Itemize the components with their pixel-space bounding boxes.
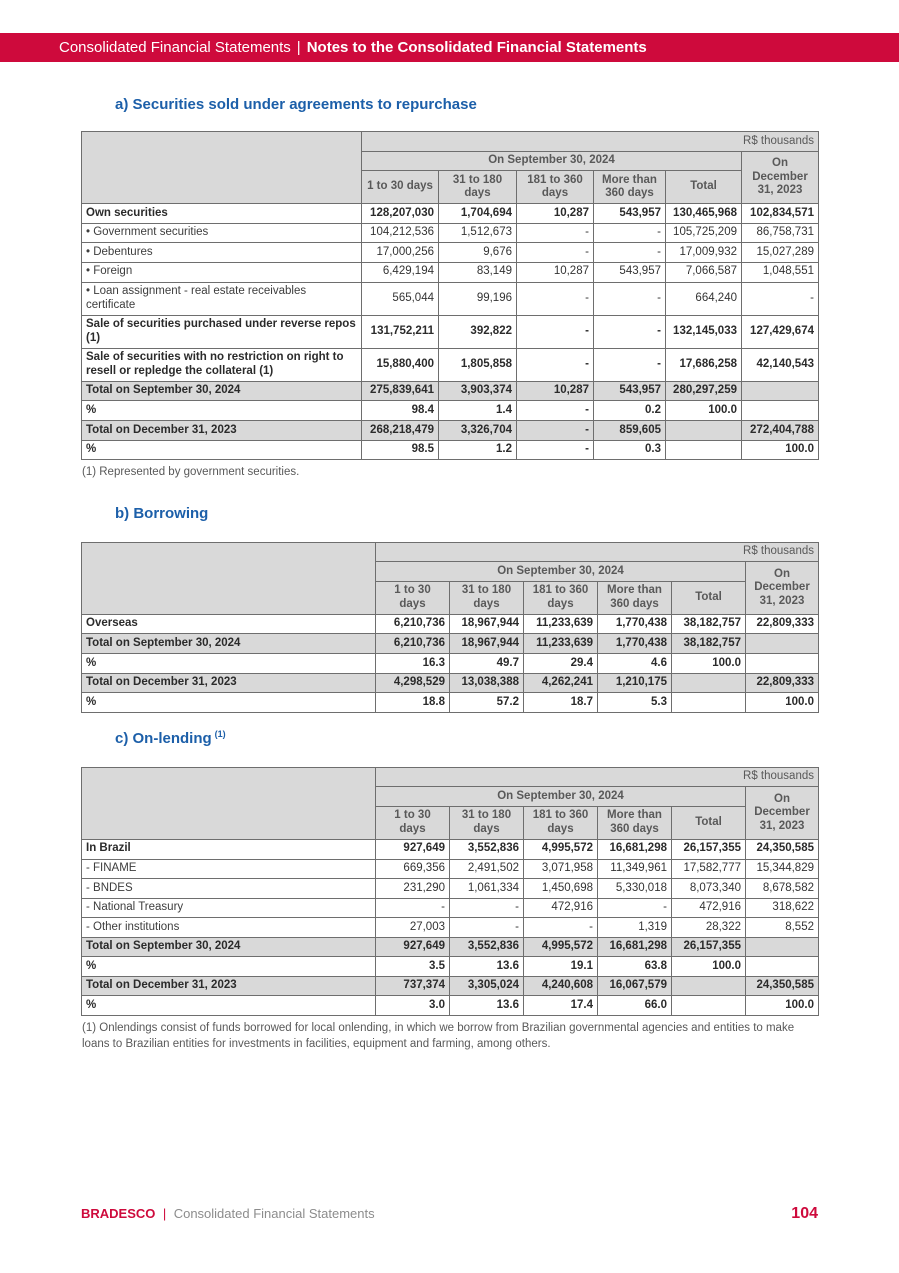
comparative-period-header: On December 31, 2023 — [746, 787, 819, 840]
table-corner-cell — [82, 767, 376, 839]
cell-value: 3,552,836 — [450, 839, 524, 859]
unit-row — [82, 542, 819, 562]
cell-value — [742, 381, 819, 401]
cell-value: 18,967,944 — [450, 634, 524, 654]
cell-value: 10,287 — [517, 204, 594, 224]
row-label: - BNDES — [82, 879, 376, 899]
table-row — [82, 957, 819, 977]
table-row — [82, 315, 819, 348]
cell-value: 29.4 — [524, 654, 598, 674]
row-label: Total on September 30, 2024 — [82, 381, 362, 401]
row-label: Own securities — [82, 204, 362, 224]
cell-value: 4,298,529 — [376, 673, 450, 693]
cell-value: 1,450,698 — [524, 879, 598, 899]
cell-value: - — [594, 243, 666, 263]
cell-value: 49.7 — [450, 654, 524, 674]
column-header: Total — [672, 581, 746, 614]
cell-value: 8,678,582 — [746, 879, 819, 899]
cell-value: 3,326,704 — [439, 421, 517, 441]
cell-value: 272,404,788 — [742, 421, 819, 441]
cell-value: 63.8 — [598, 957, 672, 977]
table-footnote-c: (1) Onlendings consist of funds borrowed for local onlending, in which we borrow from Brazilian governmental agencies and entities to make loans to Brazilian entities for investments in facilities, equipment and farming, among others. — [82, 1022, 795, 1050]
comparative-period-header: On December 31, 2023 — [746, 562, 819, 615]
cell-value: 16,681,298 — [598, 839, 672, 859]
cell-value: 38,182,757 — [672, 614, 746, 634]
row-label: Overseas — [82, 614, 376, 634]
cell-value — [746, 937, 819, 957]
cell-value: 100.0 — [746, 996, 819, 1016]
cell-value: 18.7 — [524, 693, 598, 713]
cell-value: 13.6 — [450, 996, 524, 1016]
table-row — [82, 348, 819, 381]
cell-value: 105,725,209 — [666, 223, 742, 243]
cell-value: 1,319 — [598, 918, 672, 938]
banner-separator: | — [296, 39, 301, 56]
table-row — [82, 996, 819, 1016]
table-row — [82, 381, 819, 401]
cell-value: 15,344,829 — [746, 859, 819, 879]
cell-value: 26,157,355 — [672, 937, 746, 957]
comparative-period-header: On December 31, 2023 — [742, 151, 819, 204]
cell-value — [666, 421, 742, 441]
cell-value: 83,149 — [439, 262, 517, 282]
cell-value: - — [517, 243, 594, 263]
cell-value: 17.4 — [524, 996, 598, 1016]
cell-value: 3,305,024 — [450, 976, 524, 996]
row-label: % — [82, 401, 362, 421]
cell-value: 17,686,258 — [666, 348, 742, 381]
cell-value: 38,182,757 — [672, 634, 746, 654]
cell-value: 16.3 — [376, 654, 450, 674]
cell-value: 6,210,736 — [376, 634, 450, 654]
table-row — [82, 204, 819, 224]
cell-value: 24,350,585 — [746, 976, 819, 996]
cell-value: 543,957 — [594, 262, 666, 282]
cell-value: 100.0 — [742, 440, 819, 460]
cell-value: 1.4 — [439, 401, 517, 421]
cell-value: 86,758,731 — [742, 223, 819, 243]
cell-value: 24,350,585 — [746, 839, 819, 859]
row-label: % — [82, 957, 376, 977]
cell-value: 102,834,571 — [742, 204, 819, 224]
cell-value — [672, 976, 746, 996]
cell-value: 3,071,958 — [524, 859, 598, 879]
cell-value: 57.2 — [450, 693, 524, 713]
cell-value: 927,649 — [376, 839, 450, 859]
cell-value: - — [517, 223, 594, 243]
cell-value: 10,287 — [517, 381, 594, 401]
cell-value: 543,957 — [594, 381, 666, 401]
table-row — [82, 440, 819, 460]
cell-value: 268,218,479 — [362, 421, 439, 441]
row-label: • Government securities — [82, 223, 362, 243]
cell-value: 2,491,502 — [450, 859, 524, 879]
cell-value: 13.6 — [450, 957, 524, 977]
section-a — [81, 96, 818, 481]
row-label: Total on December 31, 2023 — [82, 976, 376, 996]
section-heading-c — [115, 729, 818, 747]
cell-value: 10,287 — [517, 262, 594, 282]
cell-value: 669,356 — [376, 859, 450, 879]
cell-value: 22,809,333 — [746, 614, 819, 634]
cell-value — [742, 401, 819, 421]
row-label: Total on September 30, 2024 — [82, 937, 376, 957]
cell-value: 4,995,572 — [524, 937, 598, 957]
row-label: % — [82, 654, 376, 674]
cell-value: 17,009,932 — [666, 243, 742, 263]
cell-value: 1,512,673 — [439, 223, 517, 243]
row-label: Total on December 31, 2023 — [82, 673, 376, 693]
cell-value: 1,210,175 — [598, 673, 672, 693]
cell-value — [746, 654, 819, 674]
cell-value: 927,649 — [376, 937, 450, 957]
period-header: On September 30, 2024 — [376, 562, 746, 582]
unit-row — [82, 767, 819, 787]
cell-value: 127,429,674 — [742, 315, 819, 348]
cell-value: 5.3 — [598, 693, 672, 713]
cell-value: 130,465,968 — [666, 204, 742, 224]
cell-value: - — [594, 348, 666, 381]
cell-value: 472,916 — [672, 898, 746, 918]
cell-value: - — [517, 315, 594, 348]
cell-value: 9,676 — [439, 243, 517, 263]
column-header: 31 to 180 days — [450, 806, 524, 839]
column-header: 181 to 360 days — [524, 806, 598, 839]
cell-value: 543,957 — [594, 204, 666, 224]
column-header: 31 to 180 days — [450, 581, 524, 614]
table-row — [82, 693, 819, 713]
table-row — [82, 243, 819, 263]
cell-value: 128,207,030 — [362, 204, 439, 224]
cell-value — [672, 996, 746, 1016]
cell-value: 1,805,858 — [439, 348, 517, 381]
cell-value: - — [742, 282, 819, 315]
table-row — [82, 654, 819, 674]
header-banner — [0, 33, 899, 62]
banner-document-title: Consolidated Financial Statements — [59, 39, 291, 56]
cell-value: 16,067,579 — [598, 976, 672, 996]
cell-value: 42,140,543 — [742, 348, 819, 381]
row-label: Total on December 31, 2023 — [82, 421, 362, 441]
table-row — [82, 634, 819, 654]
table-row — [82, 614, 819, 634]
cell-value: 4,995,572 — [524, 839, 598, 859]
table-row — [82, 262, 819, 282]
cell-value: 664,240 — [666, 282, 742, 315]
cell-value: 8,552 — [746, 918, 819, 938]
column-header: 181 to 360 days — [517, 171, 594, 204]
cell-value: 1,770,438 — [598, 634, 672, 654]
column-header: 1 to 30 days — [376, 581, 450, 614]
column-header: More than 360 days — [598, 806, 672, 839]
cell-value: 98.4 — [362, 401, 439, 421]
cell-value: 8,073,340 — [672, 879, 746, 899]
section-b — [81, 505, 818, 713]
financial-table-b — [81, 542, 819, 713]
period-header: On September 30, 2024 — [376, 787, 746, 807]
cell-value — [672, 693, 746, 713]
table-row — [82, 898, 819, 918]
cell-value: 26,157,355 — [672, 839, 746, 859]
cell-value: 275,839,641 — [362, 381, 439, 401]
table-row — [82, 918, 819, 938]
cell-value: 5,330,018 — [598, 879, 672, 899]
footer-separator: | — [162, 1206, 167, 1221]
table-row — [82, 976, 819, 996]
row-label: Sale of securities purchased under reverse repos (1) — [82, 315, 362, 348]
cell-value: 13,038,388 — [450, 673, 524, 693]
page-number: 104 — [791, 1205, 818, 1222]
cell-value: 104,212,536 — [362, 223, 439, 243]
table-corner-cell — [82, 542, 376, 614]
cell-value: 100.0 — [672, 654, 746, 674]
cell-value: 1,770,438 — [598, 614, 672, 634]
page-footer — [81, 1205, 818, 1223]
content-area — [81, 86, 818, 1052]
section-heading-text: b) Borrowing — [115, 504, 209, 522]
footer-brand: BRADESCO — [81, 1206, 156, 1221]
cell-value: 19.1 — [524, 957, 598, 977]
section-heading-b — [115, 505, 818, 522]
section-heading-a — [115, 96, 818, 113]
section-heading-text: a) Securities sold under agreements to repurchase — [115, 96, 477, 113]
table-row — [82, 859, 819, 879]
cell-value: - — [517, 348, 594, 381]
cell-value: 3.0 — [376, 996, 450, 1016]
unit-label: R$ thousands — [376, 767, 819, 787]
cell-value: 66.0 — [598, 996, 672, 1016]
cell-value: 737,374 — [376, 976, 450, 996]
footer-document-title: Consolidated Financial Statements — [173, 1206, 375, 1221]
cell-value: 22,809,333 — [746, 673, 819, 693]
table-row — [82, 937, 819, 957]
cell-value: 18.8 — [376, 693, 450, 713]
row-label: Sale of securities with no restriction on right to resell or repledge the collateral (1) — [82, 348, 362, 381]
cell-value: 4,262,241 — [524, 673, 598, 693]
column-header: 1 to 30 days — [362, 171, 439, 204]
cell-value: - — [594, 315, 666, 348]
cell-value: 7,066,587 — [666, 262, 742, 282]
column-header: More than 360 days — [598, 581, 672, 614]
section-heading-superscript: (1) — [214, 728, 226, 739]
cell-value: - — [376, 898, 450, 918]
row-label: % — [82, 440, 362, 460]
cell-value: - — [450, 918, 524, 938]
cell-value: 1.2 — [439, 440, 517, 460]
cell-value: 0.2 — [594, 401, 666, 421]
table-row — [82, 282, 819, 315]
cell-value: 18,967,944 — [450, 614, 524, 634]
cell-value: - — [598, 898, 672, 918]
column-header: More than 360 days — [594, 171, 666, 204]
table-row — [82, 673, 819, 693]
cell-value: 1,048,551 — [742, 262, 819, 282]
financial-table-c — [81, 767, 819, 1016]
cell-value: 99,196 — [439, 282, 517, 315]
cell-value: 16,681,298 — [598, 937, 672, 957]
cell-value: 100.0 — [666, 401, 742, 421]
cell-value: 4,240,608 — [524, 976, 598, 996]
row-label: • Loan assignment - real estate receivables certificate — [82, 282, 362, 315]
table-row — [82, 223, 819, 243]
cell-value — [746, 957, 819, 977]
cell-value: 17,000,256 — [362, 243, 439, 263]
table-corner-cell — [82, 132, 362, 204]
row-label: • Foreign — [82, 262, 362, 282]
footer-left — [81, 1205, 375, 1223]
cell-value: 15,027,289 — [742, 243, 819, 263]
row-label: - FINAME — [82, 859, 376, 879]
cell-value — [666, 440, 742, 460]
cell-value: - — [594, 282, 666, 315]
cell-value: 131,752,211 — [362, 315, 439, 348]
row-label: Total on September 30, 2024 — [82, 634, 376, 654]
cell-value: 3,903,374 — [439, 381, 517, 401]
cell-value: 0.3 — [594, 440, 666, 460]
row-label: - National Treasury — [82, 898, 376, 918]
cell-value: 11,349,961 — [598, 859, 672, 879]
column-header: Total — [672, 806, 746, 839]
cell-value — [672, 673, 746, 693]
section-c — [81, 729, 818, 1052]
cell-value: 3.5 — [376, 957, 450, 977]
section-heading-text: c) On-lending — [115, 729, 212, 747]
row-label: • Debentures — [82, 243, 362, 263]
cell-value: 472,916 — [524, 898, 598, 918]
banner-section-title: Notes to the Consolidated Financial Statements — [306, 39, 647, 56]
unit-label: R$ thousands — [362, 132, 819, 152]
cell-value: - — [517, 440, 594, 460]
cell-value: - — [594, 223, 666, 243]
cell-value: 565,044 — [362, 282, 439, 315]
column-header: 1 to 30 days — [376, 806, 450, 839]
cell-value: 11,233,639 — [524, 634, 598, 654]
row-label: % — [82, 693, 376, 713]
unit-row — [82, 132, 819, 152]
cell-value: 1,061,334 — [450, 879, 524, 899]
cell-value — [746, 634, 819, 654]
cell-value: - — [517, 282, 594, 315]
cell-value: - — [517, 421, 594, 441]
period-header: On September 30, 2024 — [362, 151, 742, 171]
cell-value: 859,605 — [594, 421, 666, 441]
financial-table-a — [81, 131, 819, 460]
cell-value: - — [517, 401, 594, 421]
cell-value: 1,704,694 — [439, 204, 517, 224]
row-label: In Brazil — [82, 839, 376, 859]
unit-label: R$ thousands — [376, 542, 819, 562]
row-label: - Other institutions — [82, 918, 376, 938]
cell-value: 11,233,639 — [524, 614, 598, 634]
cell-value: 280,297,259 — [666, 381, 742, 401]
table-row — [82, 421, 819, 441]
table-row — [82, 401, 819, 421]
cell-value: 100.0 — [746, 693, 819, 713]
cell-value: 28,322 — [672, 918, 746, 938]
cell-value: 392,822 — [439, 315, 517, 348]
column-header: Total — [666, 171, 742, 204]
table-row — [82, 879, 819, 899]
cell-value: 15,880,400 — [362, 348, 439, 381]
cell-value: 6,429,194 — [362, 262, 439, 282]
cell-value: 27,003 — [376, 918, 450, 938]
cell-value: - — [450, 898, 524, 918]
cell-value: 318,622 — [746, 898, 819, 918]
cell-value: 100.0 — [672, 957, 746, 977]
row-label: % — [82, 996, 376, 1016]
table-footnote-a: (1) Represented by government securities. — [82, 466, 300, 479]
column-header: 181 to 360 days — [524, 581, 598, 614]
cell-value: 231,290 — [376, 879, 450, 899]
table-row — [82, 839, 819, 859]
column-header: 31 to 180 days — [439, 171, 517, 204]
cell-value: 98.5 — [362, 440, 439, 460]
cell-value: 17,582,777 — [672, 859, 746, 879]
cell-value: 3,552,836 — [450, 937, 524, 957]
cell-value: - — [524, 918, 598, 938]
cell-value: 4.6 — [598, 654, 672, 674]
cell-value: 132,145,033 — [666, 315, 742, 348]
cell-value: 6,210,736 — [376, 614, 450, 634]
